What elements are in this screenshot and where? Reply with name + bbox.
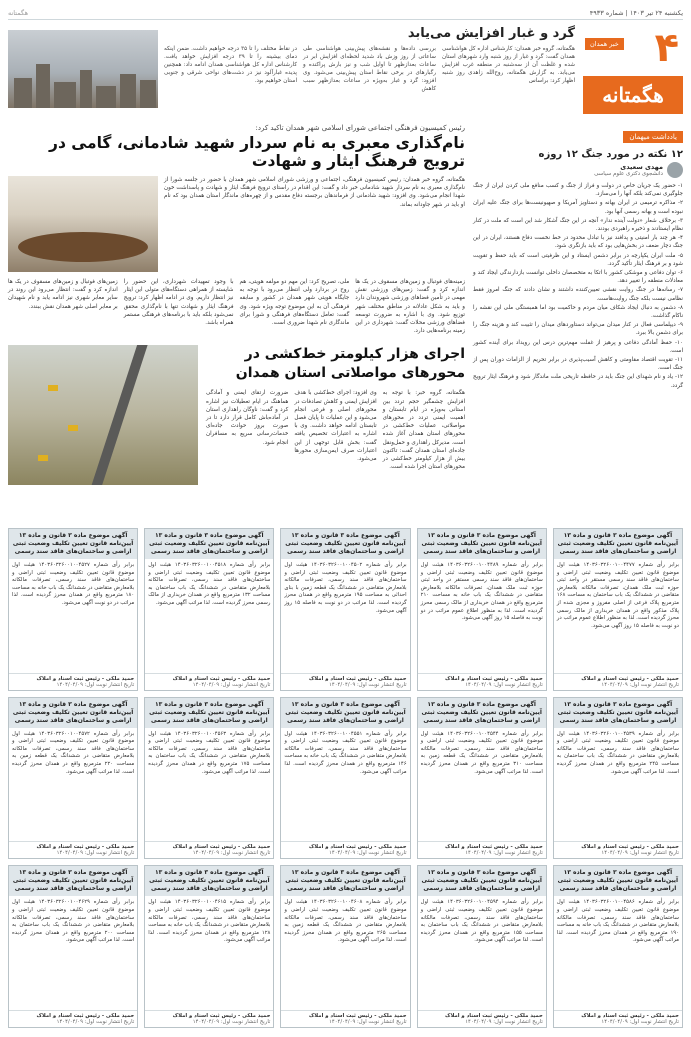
top-story-title: گرد و غبار افزایش می‌یابد (407, 26, 575, 41)
notice-text: برابر رأی شماره ۱۴۰۳۶۰۳۲۶۰۰۱۰۰۴۴۷۷ هیئت اول موضوع قانون تعیین تکلیف وضعیت ثبتی اراضی و ساختمان‌های فاقد سند رسمی مستقر در واحد ثبتی حوزه ثبت ملک همدان، تصرفات مالکانه بلامعارض متقاضی در ششدانگ یک باب ساختمان به مساحت ۱۶۸ مترمربع پلاک فرعی از اصلی مفروز و مجزی شده از پلاک مذکور واقع در همدان خریداری از مالک رسمی محرز گردیده است. لذا به منظور اطلاع عموم مراتب در دو نوبت به فاصله ۱۵ روز آگهی می‌شود. (556, 562, 679, 629)
notice-heading: آگهی موضوع ماده ۳ قانون و ماده ۱۳ آیین‌نامه قانون تعیین تکلیف وضعیت ثبتی اراضی و ساختمان‌های فاقد سند رسمی (418, 529, 546, 559)
guest-note-text (473, 182, 683, 390)
notice-heading: آگهی موضوع ماده ۳ قانون و ماده ۱۳ آیین‌نامه قانون تعیین تکلیف وضعیت ثبتی اراضی و ساختمان‌های فاقد سند رسمی (9, 529, 137, 559)
guest-note-paragraph: ۱۱- تقویت اقتصاد مقاومتی و کاهش آسیب‌پذیری در برابر تحریم از الزامات دوران پس از جنگ است. (473, 357, 683, 372)
article1-col-b: ملی، تصریح کرد: این مهم دو مولفه هویتی، هم روح در بردارد ولی انتظار می‌رود با توجه به جایگاه هویتی شهر همدان در کشور و سابقه فرهنگی آن به این موضوع توجه ویژه شود. وی گفت: تعامل دستگاه‌های فرهنگی و شورا برای ماندگاری نام شهدا ضروری است. (239, 279, 350, 327)
guest-note-paragraph: ۴- هر چند بار امنیتی و پدافند نیز با تبادل محدود در خط نخست دفاع هستند، ایران در این جنگ دچار ضعف در بخش‌هایی بود که باید بازنگری شود. (473, 235, 683, 250)
notice-heading: آگهی موضوع ماده ۳ قانون و ماده ۱۳ آیین‌نامه قانون تعیین تکلیف وضعیت ثبتی اراضی و ساختمان‌های فاقد سند رسمی (554, 866, 682, 896)
legal-notice (144, 528, 274, 691)
notice-dates: تاریخ انتشار نوبت اول: ۱۴۰۴/۰۴/۰۹ (329, 1019, 407, 1025)
notice-dates: تاریخ انتشار نوبت اول: ۱۴۰۴/۰۴/۰۹ (56, 850, 135, 857)
page-number: ۴ (654, 25, 679, 71)
notice-heading: آگهی موضوع ماده ۳ قانون و ماده ۱۳ آیین‌نامه قانون تعیین تکلیف وضعیت ثبتی اراضی و ساختمان‌های فاقد سند رسمی (281, 866, 409, 896)
notice-heading: آگهی موضوع ماده ۳ قانون و ماده ۱۳ آیین‌نامه قانون تعیین تکلیف وضعیت ثبتی اراضی و ساختمان‌های فاقد سند رسمی (145, 698, 273, 728)
notice-signature: حمید ملکی - رئیس ثبت اسناد و املاک (581, 1013, 679, 1019)
notice-dates: تاریخ انتشار نوبت اول: ۱۴۰۴/۰۴/۰۹ (465, 1019, 543, 1025)
legal-notice (553, 528, 683, 691)
notice-heading: آگهی موضوع ماده ۳ قانون و ماده ۱۳ آیین‌نامه قانون تعیین تکلیف وضعیت ثبتی اراضی و ساختمان‌های فاقد سند رسمی (554, 698, 682, 728)
article2 (8, 345, 465, 485)
notice-signature: حمید ملکی - رئیس ثبت اسناد و املاک (36, 844, 135, 851)
guest-note-paragraph: ۱۲- یاد و نام شهدای این جنگ باید در حافظه تاریخی ملت ماندگار شود و فرهنگ ایثار ترویج گردد. (473, 374, 683, 389)
guest-note-paragraph: ۵- ملت ایران یکپارچه در برابر دشمن ایستاد و این ظرفیتی است که باید حفظ و تقویت شود و بر فرهنگ ایثار تأکید گردد. (473, 252, 683, 267)
notice-dates: تاریخ انتشار نوبت اول: ۱۴۰۴/۰۴/۰۹ (192, 850, 271, 857)
notice-signature: حمید ملکی - رئیس ثبت اسناد و املاک (36, 1013, 135, 1019)
guest-note-paragraph: ۹- دیپلماسی فعال در کنار میدان می‌تواند دستاوردهای میدان را تثبیت کند و هزینه جنگ را برای دشمن بالا ببرد. (473, 322, 683, 337)
notice-dates: تاریخ انتشار نوبت اول: ۱۴۰۴/۰۴/۰۹ (329, 681, 407, 688)
notice-signature: حمید ملکی - رئیس ثبت اسناد و املاک (172, 1013, 271, 1019)
notice-heading: آگهی موضوع ماده ۳ قانون و ماده ۱۳ آیین‌نامه قانون تعیین تکلیف وضعیت ثبتی اراضی و ساختمان‌های فاقد سند رسمی (418, 866, 546, 896)
legal-notice (417, 865, 547, 1028)
notice-signature: حمید ملکی - رئیس ثبت اسناد و املاک (172, 675, 271, 682)
article2-col-1: هگمتانه، گروه خبر: با توجه به افزایش چشمگیر حجم تردد بین استانی به‌ویژه در ایام تابستان و اهمیت ایمنی تردد در محورهای مواصلاتی، عملیات خط‌کشی در محورهای استان همدان آغاز شده است. مدیرکل راهداری و حمل‌ونقل جاده‌ای استان همدان گفت: تاکنون بیش از هزار کیلومتر خط‌کشی در محورهای استان اجرا شده است. (382, 390, 465, 471)
notice-text: برابر رأی شماره ۱۴۰۳۶۰۳۲۶۰۰۱۰۰۴۵۰۲ هیئت اول موضوع قانون تعیین تکلیف وضعیت ثبتی اراضی و ساختمان‌های فاقد سند رسمی، تصرفات مالکانه بلامعارض متقاضی در ششدانگ یک قطعه زمین با بنای احداثی به مساحت ۱۹۵ مترمربع واقع در همدان محرز گردیده است. لذا مراتب در دو نوبت به فاصله ۱۵ روز آگهی می‌شود. (284, 562, 407, 614)
notice-dates: تاریخ انتشار نوبت اول: ۱۴۰۴/۰۴/۰۹ (56, 1019, 135, 1025)
legal-notice (417, 697, 547, 860)
legal-notice (8, 697, 138, 860)
author-name: مهدی سعیدی (620, 163, 663, 171)
notice-text: برابر رأی شماره ۱۴۰۳۶۰۳۲۶۰۰۱۰۰۴۴۸۹ هیئت اول موضوع قانون تعیین تکلیف وضعیت ثبتی اراضی و ساختمان‌های فاقد سند رسمی مستقر در واحد ثبتی حوزه ثبت ملک همدان، تصرفات مالکانه بلامعارض متقاضی در ششدانگ یک باب خانه به مساحت ۲۱۰ مترمربع واقع در همدان خریداری از مالک رسمی محرز گردیده است. لذا به منظور اطلاع عموم مراتب در دو نوبت به فاصله ۱۵ روز آگهی می‌شود. (420, 562, 543, 622)
section-tag: خبر همدان (585, 38, 624, 50)
notice-heading: آگهی موضوع ماده ۳ قانون و ماده ۱۳ آیین‌نامه قانون تعیین تکلیف وضعیت ثبتی اراضی و ساختمان‌های فاقد سند رسمی (554, 529, 682, 559)
legal-notice (417, 528, 547, 691)
notice-heading: آگهی موضوع ماده ۳ قانون و ماده ۱۳ آیین‌نامه قانون تعیین تکلیف وضعیت ثبتی اراضی و ساختمان‌های فاقد سند رسمی (145, 529, 273, 559)
guest-note-paragraph: ۱۰- حفظ آمادگی دفاعی و پرهیز از غفلت مهم‌ترین درس این رویداد برای آینده کشور است. (473, 339, 683, 354)
guest-note-title: ۱۲ نکته در مورد جنگ ۱۲ روزه (538, 149, 683, 160)
notice-signature: حمید ملکی - رئیس ثبت اسناد و املاک (172, 844, 271, 851)
top-bar (8, 6, 683, 20)
notice-dates: تاریخ انتشار نوبت اول: ۱۴۰۴/۰۴/۰۹ (192, 1019, 271, 1025)
issue-line: یکشنبه ۲۴ تیر ۱۴۰۳ | شماره ۴۹۳۳ (589, 8, 683, 17)
notice-heading: آگهی موضوع ماده ۳ قانون و ماده ۱۳ آیین‌نامه قانون تعیین تکلیف وضعیت ثبتی اراضی و ساختمان‌های فاقد سند رسمی (9, 698, 137, 728)
notice-signature: حمید ملکی - رئیس ثبت اسناد و املاک (581, 844, 679, 851)
article1-lead: هگمتانه، گروه خبر همدان: رئیس کمیسیون فرهنگی، اجتماعی و ورزشی شورای اسلامی شهر همدان با حضور در جلسه شورا از نام‌گذاری معبری به نام سردار شهید شادمانی خبر داد و گفت: این اقدام در راستای ترویج فرهنگ ایثار و شهادت و پاسداشت خون شهدا انجام می‌شود. وی افزود: شهید شادمانی از فرماندهان برجسته دفاع مقدس و از چهره‌های ماندگار استان همدان بود که نام او باید در شهر جاودانه بماند. (164, 177, 465, 208)
notice-signature: حمید ملکی - رئیس ثبت اسناد و املاک (445, 675, 543, 682)
notice-text: برابر رأی شماره ۱۴۰۳۶۰۳۲۶۰۰۱۰۰۴۵۴۴ هیئت اول موضوع قانون تعیین تکلیف وضعیت ثبتی اراضی و ساختمان‌های فاقد سند رسمی، تصرفات مالکانه بلامعارض متقاضی در ششدانگ یک قطعه زمین به مساحت ۳۱۰ مترمربع واقع در همدان محرز گردیده است. لذا مراتب آگهی می‌شود. (420, 730, 543, 775)
city-dust-photo (8, 30, 158, 108)
guest-note-paragraph: ۱- حضور یک جریان خاص در دولت و فراز از جنگ و کسب منافع ملی کردن ایران از جنگ جلوگیری نمی‌کند بلکه آنها را می‌سازد. (473, 183, 683, 198)
council-meeting-photo (8, 176, 158, 272)
notice-dates: تاریخ انتشار نوبت اول: ۱۴۰۴/۰۴/۰۹ (601, 850, 679, 857)
legal-notice (144, 697, 274, 860)
guest-note-paragraph: ۳- برخلاف شعار «دولت آینده ندار» آنچه در این جنگ آشکار شد این است که ملت در کنار نظام ایستادند و ذخیره راهبردی بودند. (473, 217, 683, 233)
legal-notice (144, 865, 274, 1028)
article1-col-d: زمین‌های فوتبال و زمین‌های مسقوف در یک ها اندازه کرد و گفت: انتظار می‌رود این روند در سایر معابر شهری نیز ادامه یابد و نام شهیدان بر معابر اصلی شهر همدان نقش ببندد. (8, 279, 118, 310)
notice-text: برابر رأی شماره ۱۴۰۳۶۰۳۲۶۰۰۱۰۰۴۵۱۸ هیئت اول موضوع قانون تعیین تکلیف وضعیت ثبتی اراضی و ساختمان‌های فاقد سند رسمی، تصرفات مالکانه بلامعارض متقاضی در ششدانگ یک باب ساختمان به مساحت ۱۳۲ مترمربع واقع در همدان خریداری از مالک رسمی محرز گردیده است. لذا مراتب آگهی می‌شود. (148, 562, 271, 606)
notice-signature: حمید ملکی - رئیس ثبت اسناد و املاک (581, 675, 679, 682)
top-story-col-1: هگمتانه، گروه خبر همدان: کارشناس اداره کل هواشناسی همدان گفت: گرد و غبار از روز شنبه وارد شهرهای استان شده و غلظت آن از سه‌شنبه در منطقه غرب افزایش می‌یابد. به گزارش هگمتانه، روح‌الله زاهدی روز شنبه اظهار کرد: براساس (442, 46, 575, 84)
notice-dates: تاریخ انتشار نوبت اول: ۱۴۰۴/۰۴/۰۹ (601, 1019, 679, 1025)
notice-dates: تاریخ انتشار نوبت اول: ۱۴۰۴/۰۴/۰۹ (192, 681, 271, 688)
author-avatar (667, 162, 683, 178)
notice-text: برابر رأی شماره ۱۴۰۳۶۰۳۲۶۰۰۱۰۰۴۵۵۱ هیئت اول موضوع قانون تعیین تکلیف وضعیت ثبتی اراضی و ساختمان‌های فاقد سند رسمی، تصرفات مالکانه بلامعارض متقاضی در ششدانگ یک باب خانه به مساحت ۱۴۶ مترمربع واقع در همدان محرز گردیده است. لذا مراتب آگهی می‌شود. (284, 730, 407, 775)
top-story-col-2: بررسی داده‌ها و نقشه‌های پیش‌بینی هواشناسی طی ساعاتی از روز وزش باد شدید لحظه‌ای افزایش ابر در ساعات بعدازظهر تا اوایل شب و نیز بارش پراکنده و رگبارهای در برخی نقاط استان پیش‌بینی می‌شود. وی افزود: گرد و غبار به‌ویژه در ساعات بعدازظهر سبب کاهش (303, 46, 436, 92)
legal-notice (280, 697, 410, 860)
notice-heading: آگهی موضوع ماده ۳ قانون و ماده ۱۳ آیین‌نامه قانون تعیین تکلیف وضعیت ثبتی اراضی و ساختمان‌های فاقد سند رسمی (281, 698, 409, 728)
guest-note-label: یادداشت میهمان (623, 131, 683, 143)
notice-text: برابر رأی شماره ۱۴۰۳۶۰۳۲۶۰۰۱۰۰۴۶۲۹ هیئت اول موضوع قانون تعیین تکلیف وضعیت ثبتی اراضی و ساختمان‌های فاقد سند رسمی، تصرفات مالکانه بلامعارض متقاضی در ششدانگ یک باب ساختمان به مساحت ۲۰۰ مترمربع واقع در همدان محرز گردیده است. لذا مراتب آگهی می‌شود. (12, 899, 135, 944)
legal-notices-grid (8, 528, 683, 1028)
notice-dates: تاریخ انتشار نوبت اول: ۱۴۰۴/۰۴/۰۹ (56, 681, 135, 688)
notice-text: برابر رأی شماره ۱۴۰۳۶۰۳۲۶۰۰۱۰۰۴۵۶۳ هیئت اول موضوع قانون تعیین تکلیف وضعیت ثبتی اراضی و ساختمان‌های فاقد سند رسمی، تصرفات مالکانه بلامعارض متقاضی در ششدانگ یک باب ساختمان به مساحت ۱۷۵ مترمربع واقع در همدان محرز گردیده است. لذا مراتب آگهی می‌شود. (148, 730, 271, 775)
body-row (8, 124, 683, 482)
article1-headline: نام‌گذاری معبری به نام سردار شهید شادمانی، گامی در ترویج فرهنگ ایثار و شهادت (49, 134, 465, 170)
legal-notice (8, 865, 138, 1028)
article2-col-2: وی افزود: اجرای خط‌کشی با هدف افزایش ایمنی و کاهش تصادفات در محورهای اصلی و فرعی انجام می‌شود و این عملیات تا پایان فصل تابستان ادامه خواهد داشت. وی با اشاره به اعتبارات تخصیص یافته گفت: بخش قابل توجهی از این اعتبارات صرف ایمن‌سازی محورها می‌شود. (294, 390, 377, 463)
notice-text: برابر رأی شماره ۱۴۰۳۶۰۳۲۶۰۰۱۰۰۴۵۹۴ هیئت اول موضوع قانون تعیین تکلیف وضعیت ثبتی اراضی و ساختمان‌های فاقد سند رسمی، تصرفات مالکانه بلامعارض متقاضی در ششدانگ یک باب ساختمان به مساحت ۱۵۵ مترمربع واقع در همدان محرز گردیده است. لذا مراتب آگهی می‌شود. (420, 899, 543, 944)
article2-title: اجرای هزار کیلومتر خط‌کشی در محورهای مواصلاتی استان همدان (235, 346, 465, 382)
notice-text: برابر رأی شماره ۱۴۰۳۶۰۳۲۶۰۰۱۰۰۴۵۳۹ هیئت اول موضوع قانون تعیین تکلیف وضعیت ثبتی اراضی و ساختمان‌های فاقد سند رسمی، تصرفات مالکانه بلامعارض متقاضی در ششدانگ یک باب ساختمان به مساحت ۲۴۵ مترمربع واقع در همدان محرز گردیده است. لذا مراتب آگهی می‌شود. (556, 730, 679, 775)
article1-kicker: رئیس کمیسیون فرهنگی اجتماعی شورای اسلامی شهر همدان تاکید کرد: (255, 124, 465, 132)
guest-note-paragraph: ۲- مذاکره ترمیمی در ایران بهانه و دستاویز آمریکا و صهیونیست‌ها برای جنگ علیه ایران نبوده است و بهانه رسمی آنها بود. (473, 200, 683, 215)
brand-block (583, 26, 683, 114)
notice-heading: آگهی موضوع ماده ۳ قانون و ماده ۱۳ آیین‌نامه قانون تعیین تکلیف وضعیت ثبتی اراضی و ساختمان‌های فاقد سند رسمی (145, 866, 273, 896)
notice-heading: آگهی موضوع ماده ۳ قانون و ماده ۱۳ آیین‌نامه قانون تعیین تکلیف وضعیت ثبتی اراضی و ساختمان‌های فاقد سند رسمی (281, 529, 409, 559)
author-box (473, 162, 683, 178)
notice-signature: حمید ملکی - رئیس ثبت اسناد و املاک (308, 844, 407, 851)
article1-col-c: با وجود تمهیدات شهرداری، این حضور را شایسته از همراهی دستگاه‌های متولی این ایثار نیز انتظار داریم. وی در ادامه اظهار کرد: ترویج فرهنگ ایثار و شهادت تنها با نام‌گذاری محقق نمی‌شود بلکه باید با برنامه‌های فرهنگی مستمر همراه باشد. (123, 279, 234, 327)
guest-note-paragraph: ۶- توان دفاعی و موشکی کشور با اتکا به متخصصان داخلی توانست بازدارندگی ایجاد کند و معادلات منطقه را تغییر دهد. (473, 270, 683, 285)
legal-notice (280, 865, 410, 1028)
legal-notice (553, 697, 683, 860)
notice-dates: تاریخ انتشار نوبت اول: ۱۴۰۴/۰۴/۰۹ (329, 850, 407, 857)
notice-text: برابر رأی شماره ۱۴۰۳۶۰۳۲۶۰۰۱۰۰۴۵۲۷ هیئت اول موضوع قانون تعیین تکلیف وضعیت ثبتی اراضی و ساختمان‌های فاقد سند رسمی، تصرفات مالکانه بلامعارض متقاضی در ششدانگ یک باب خانه به مساحت ۱۸۰ مترمربع واقع در همدان محرز گردیده است. لذا مراتب در دو نوبت آگهی می‌شود. (12, 562, 135, 606)
notice-signature: حمید ملکی - رئیس ثبت اسناد و املاک (308, 675, 407, 682)
notice-dates: تاریخ انتشار نوبت اول: ۱۴۰۴/۰۴/۰۹ (465, 850, 543, 857)
notice-text: برابر رأی شماره ۱۴۰۳۶۰۳۲۶۰۰۱۰۰۴۶۱۵ هیئت اول موضوع قانون تعیین تکلیف وضعیت ثبتی اراضی و ساختمان‌های فاقد سند رسمی، تصرفات مالکانه بلامعارض متقاضی در ششدانگ یک باب خانه به مساحت ۱۲۸ مترمربع واقع در همدان محرز گردیده است. لذا مراتب آگهی می‌شود. (148, 899, 271, 944)
notice-signature: حمید ملکی - رئیس ثبت اسناد و املاک (36, 675, 135, 682)
notice-signature: حمید ملکی - رئیس ثبت اسناد و املاک (445, 844, 543, 851)
notice-heading: آگهی موضوع ماده ۳ قانون و ماده ۱۳ آیین‌نامه قانون تعیین تکلیف وضعیت ثبتی اراضی و ساختمان‌های فاقد سند رسمی (9, 866, 137, 896)
road-marking-photo (8, 345, 198, 485)
notice-dates: تاریخ انتشار نوبت اول: ۱۴۰۴/۰۴/۰۹ (601, 681, 679, 688)
legal-notice (280, 528, 410, 691)
notice-text: برابر رأی شماره ۱۴۰۳۶۰۳۲۶۰۰۱۰۰۴۵۸۶ هیئت اول موضوع قانون تعیین تکلیف وضعیت ثبتی اراضی و ساختمان‌های فاقد سند رسمی، تصرفات مالکانه بلامعارض متقاضی در ششدانگ یک باب خانه به مساحت ۱۹۰ مترمربع واقع در همدان محرز گردیده است. لذا مراتب آگهی می‌شود. (556, 899, 679, 944)
legal-notice (553, 865, 683, 1028)
author-role: دانشجوی دکتری علوم سیاسی (594, 171, 663, 177)
main-column (8, 124, 465, 482)
header (8, 26, 683, 114)
top-story-text (164, 26, 575, 114)
article1-col-a: زمینه‌های فوتبال و زمین‌های مسقوف در یک ها اندازه کرد و گفت: زمین‌های ورزشی نقش مهمی در تأمین فضاهای ورزشی شهروندان دارد و باید به شکل عادلانه در مناطق مختلف شهر توزیع شود. وی با اشاره به ضرورت توسعه فضاهای ورزشی محلات گفت: شهرداری در این زمینه برنامه‌هایی دارد. (355, 279, 465, 335)
notice-text: برابر رأی شماره ۱۴۰۳۶۰۳۲۶۰۰۱۰۰۴۵۷۲ هیئت اول موضوع قانون تعیین تکلیف وضعیت ثبتی اراضی و ساختمان‌های فاقد سند رسمی، تصرفات مالکانه بلامعارض متقاضی در ششدانگ یک قطعه زمین به مساحت ۲۲۰ مترمربع واقع در همدان محرز گردیده است. لذا مراتب آگهی می‌شود. (12, 730, 135, 775)
notice-dates: تاریخ انتشار نوبت اول: ۱۴۰۴/۰۴/۰۹ (465, 681, 543, 688)
notice-text: برابر رأی شماره ۱۴۰۳۶۰۳۲۶۰۰۱۰۰۴۶۰۸ هیئت اول موضوع قانون تعیین تکلیف وضعیت ثبتی اراضی و ساختمان‌های فاقد سند رسمی، تصرفات مالکانه بلامعارض متقاضی در ششدانگ یک قطعه زمین به مساحت ۲۶۵ مترمربع واقع در همدان محرز گردیده است. لذا مراتب آگهی می‌شود. (284, 899, 407, 944)
notice-signature: حمید ملکی - رئیس ثبت اسناد و املاک (445, 1013, 543, 1019)
newspaper-logo: هگمتانه (583, 76, 683, 114)
legal-notice (8, 528, 138, 691)
top-story (8, 26, 575, 114)
notice-signature: حمید ملکی - رئیس ثبت اسناد و املاک (308, 1013, 407, 1019)
guest-note-column (473, 124, 683, 482)
guest-note-paragraph: ۷- رسانه‌ها در جنگ روایت نقشی تعیین‌کننده داشتند و نشان دادند که جنگ امروز فقط نظامی نیست بلکه جنگ روایت‌هاست. (473, 287, 683, 302)
guest-note-paragraph: ۸- دشمن به دنبال ایجاد شکاف میان مردم و حاکمیت بود اما همبستگی ملی این نقشه را ناکام گذاشت. (473, 304, 683, 320)
top-story-col-3: در نقاط مختلف را تا ۳۵ درجه خواهیم داشت. ضمن اینکه دمای بیشینه را تا ۳۹ درجه افزایش خواهد یافت. کارشناس اداره کل هواشناسی همدان ادامه داد: همچنین پدیده غبارآلود نیز در دشت‌های نواحی شرقی و جنوبی استان خواهیم بود. (164, 46, 298, 84)
notice-heading: آگهی موضوع ماده ۳ قانون و ماده ۱۳ آیین‌نامه قانون تعیین تکلیف وضعیت ثبتی اراضی و ساختمان‌های فاقد سند رسمی (418, 698, 546, 728)
edge-note: هگمتانه (8, 8, 29, 17)
article2-col-3: ضرورت ارتقای ایمنی و آمادگی هماهنگ در ایام تعطیلات نیز اشاره کرد و گفت: ناوگان راهداری استان در آماده‌باش کامل قرار دارد تا در صورت بروز حوادث جاده‌ای خدمات‌رسانی سریع به مسافران انجام شود. (206, 390, 289, 446)
